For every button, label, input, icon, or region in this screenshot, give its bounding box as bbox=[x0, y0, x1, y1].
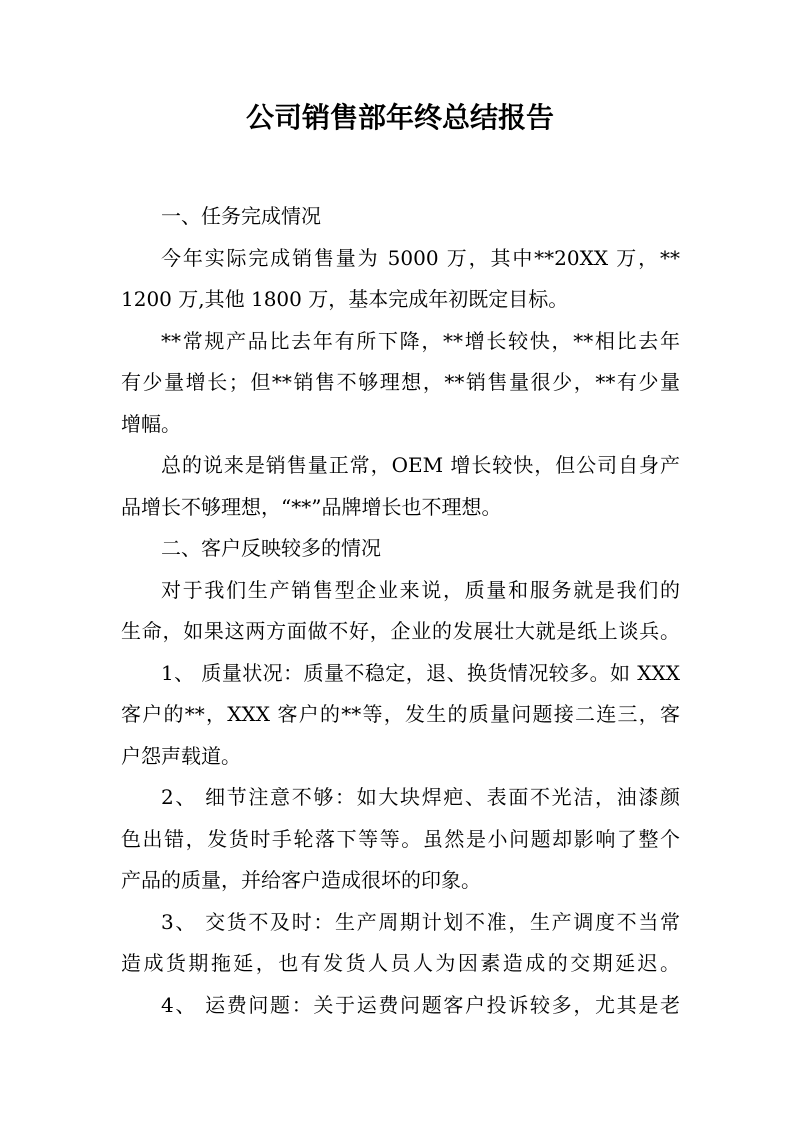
text-line: 2、 细节注意不够：如大块焊疤、表面不光洁，油漆颜 bbox=[161, 785, 680, 809]
text-line: 4、 运费问题：关于运费问题客户投诉较多，尤其是老 bbox=[161, 992, 680, 1017]
text-line: 3、 交货不及时：生产周期计划不准，生产调度不当常 bbox=[161, 909, 680, 934]
text-line: 品增长不够理想，“**”品牌增长也不理想。 bbox=[121, 494, 502, 519]
text-line: 造成货期拖延，也有发货人员人为因素造成的交期延迟。 bbox=[121, 951, 680, 975]
text-line: 总的说来是销售量正常，OEM 增长较快，但公司自身产 bbox=[161, 453, 680, 477]
text-line: 1、 质量状况：质量不稳定，退、换货情况较多。如 XXX bbox=[161, 660, 680, 685]
text-line: 客户的**，XXX 客户的**等，发生的质量问题接二连三，客 bbox=[121, 702, 680, 726]
text-line: 生命，如果这两方面做不好，企业的发展壮大就是纸上谈兵。 bbox=[121, 619, 680, 643]
text-line: 对于我们生产销售型企业来说，质量和服务就是我们的 bbox=[161, 577, 680, 602]
document-body bbox=[121, 196, 680, 1026]
document-title: 公司销售部年终总结报告 bbox=[245, 101, 554, 134]
text-line: 二、客户反映较多的情况 bbox=[161, 536, 381, 560]
text-line: **常规产品比去年有所下降，**增长较快，**相比去年 bbox=[161, 328, 680, 353]
text-line: 一、任务完成情况 bbox=[161, 204, 321, 228]
text-line: 今年实际完成销售量为 5000 万，其中**20XX 万，** bbox=[161, 245, 680, 270]
text-line: 增幅。 bbox=[121, 411, 181, 436]
text-line: 有少量增长；但**销售不够理想，**销售量很少，**有少量 bbox=[121, 370, 680, 394]
text-line: 户怨声载道。 bbox=[121, 743, 241, 768]
text-line: 1200 万,其他 1800 万，基本完成年初既定目标。 bbox=[121, 287, 569, 311]
text-line: 产品的质量，并给客户造成很坏的印象。 bbox=[121, 868, 481, 892]
text-line: 色出错，发货时手轮落下等等。虽然是小问题却影响了整个 bbox=[121, 826, 680, 851]
